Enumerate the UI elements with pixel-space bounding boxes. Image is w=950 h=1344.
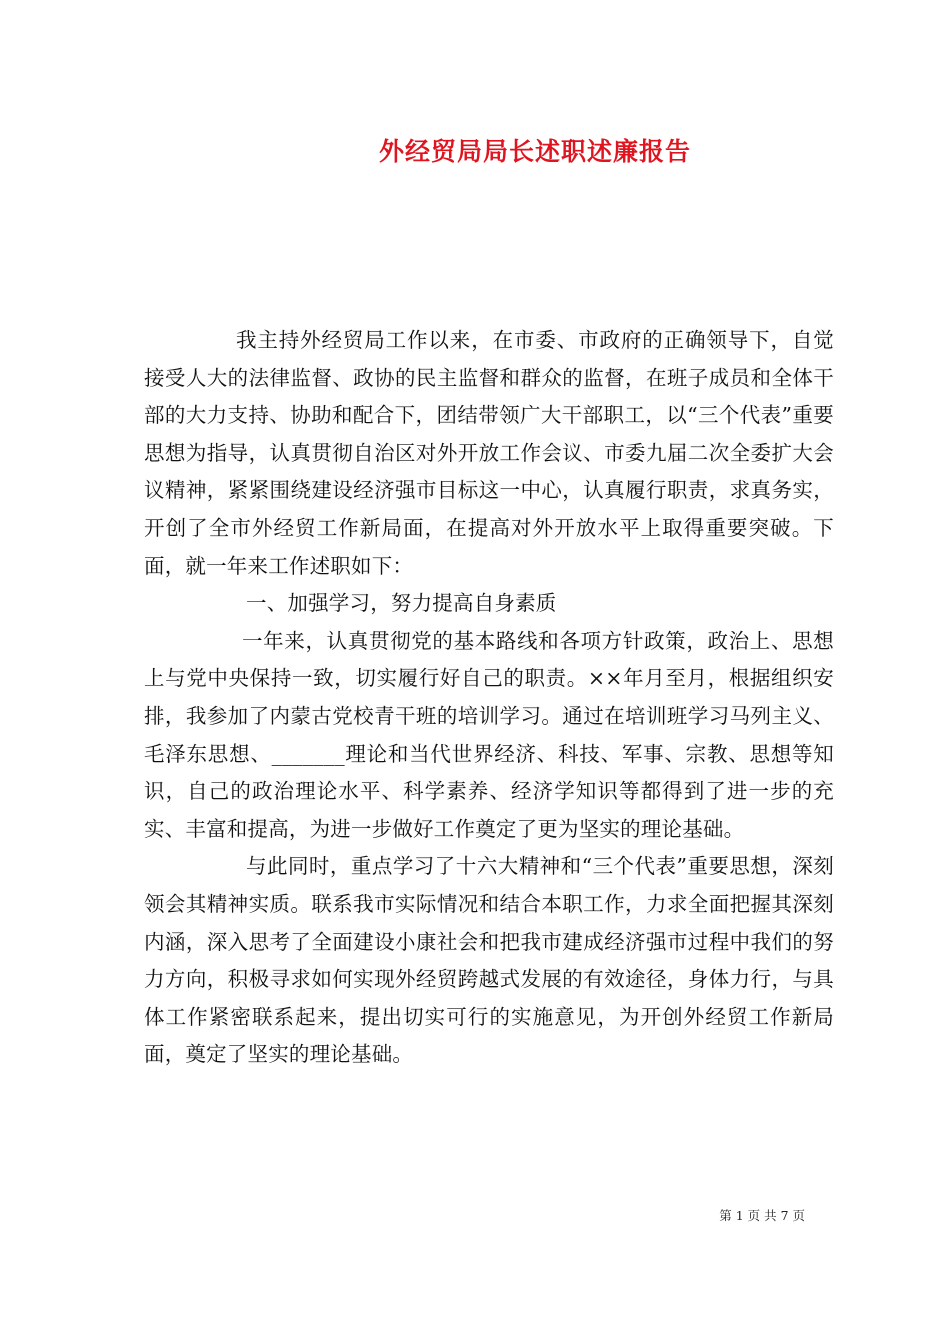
section-heading: 一、加强学习，努力提高自身素质 [246, 591, 557, 616]
section-paragraph: 一年来，认真贯彻党的基本路线和各项方针政策，政治上、思想上与党中央保持一致，切实履行好自己的职责。××年月至月，根据组织安排，我参加了内蒙古党校青干班的培训学习。通过在培训班学习马列主义、毛泽东思想、_______理论和当代世界经济、科技、军事、宗教、思想等知识，自己的政治理论水平、科学素养、经济学知识等都得到了进一步的充实、丰富和提高，为进一步做好工作奠定了更为坚实的理论基础。 [144, 628, 834, 841]
intro-paragraph: 我主持外经贸局工作以来，在市委、市政府的正确领导下，自觉接受人大的法律监督、政协的民主监督和群众的监督，在班子成员和全体干部的大力支持、协助和配合下，团结带领广大干部职工，以“三个代表”重要思想为指导，认真贯彻自治区对外开放工作会议、市委九届二次全委扩大会议精神，紧紧围绕建设经济强市目标这一中心，认真履行职责，求真务实，开创了全市外经贸工作新局面，在提高对外开放水平上取得重要突破。下面，就一年来工作述职如下： [144, 328, 834, 578]
document-body [144, 322, 834, 1074]
document-title: 外经贸局局长述职述廉报告 [378, 137, 691, 166]
section-paragraph-2: 与此同时，重点学习了十六大精神和“三个代表”重要思想，深刻领会其精神实质。联系我市实际情况和结合本职工作，力求全面把握其深刻内涵，深入思考了全面建设小康社会和把我市建成经济强市过程中我们的努力方向，积极寻求如何实现外经贸跨越式发展的有效途径，身体力行，与具体工作紧密联系起来，提出切实可行的实施意见，为开创外经贸工作新局面，奠定了坚实的理论基础。 [144, 854, 834, 1067]
page-number: 第 1 页 共 7 页 [719, 1208, 805, 1223]
